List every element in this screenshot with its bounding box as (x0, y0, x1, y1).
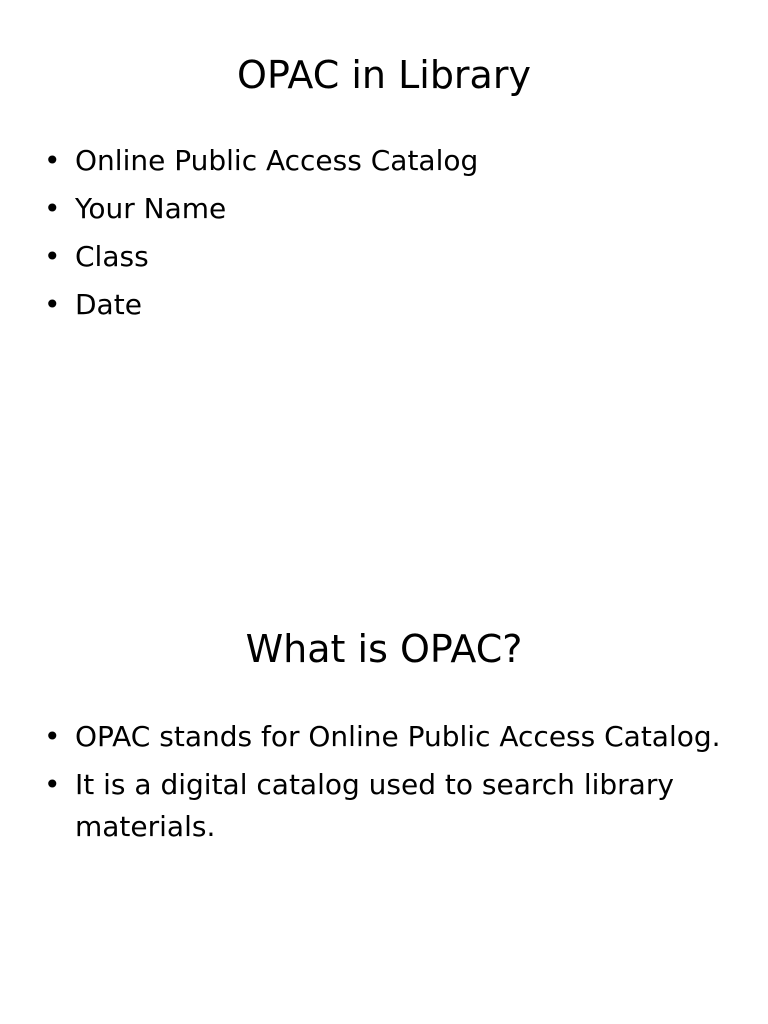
bullet-icon: • (44, 192, 61, 225)
bullet-text: OPAC stands for Online Public Access Catalog. (75, 720, 721, 753)
bullet-icon: • (44, 768, 61, 801)
bullet-list (44, 140, 724, 332)
bullet-icon: • (44, 144, 61, 177)
list-item (44, 236, 724, 278)
list-item (44, 764, 724, 848)
slide-title: What is OPAC? (245, 627, 523, 671)
list-item (44, 284, 724, 326)
slide-2 (0, 576, 768, 1024)
bullet-text: Class (75, 240, 149, 273)
bullet-icon: • (44, 288, 61, 321)
bullet-text: Online Public Access Catalog (75, 144, 479, 177)
bullet-icon: • (44, 240, 61, 273)
list-item (44, 716, 724, 758)
bullet-icon: • (44, 720, 61, 753)
bullet-text: It is a digital catalog used to search library materials. (75, 768, 674, 843)
bullet-text: Date (75, 288, 142, 321)
list-item (44, 140, 724, 182)
bullet-list (44, 716, 724, 854)
slide-title: OPAC in Library (237, 53, 531, 97)
bullet-text: Your Name (75, 192, 227, 225)
list-item (44, 188, 724, 230)
